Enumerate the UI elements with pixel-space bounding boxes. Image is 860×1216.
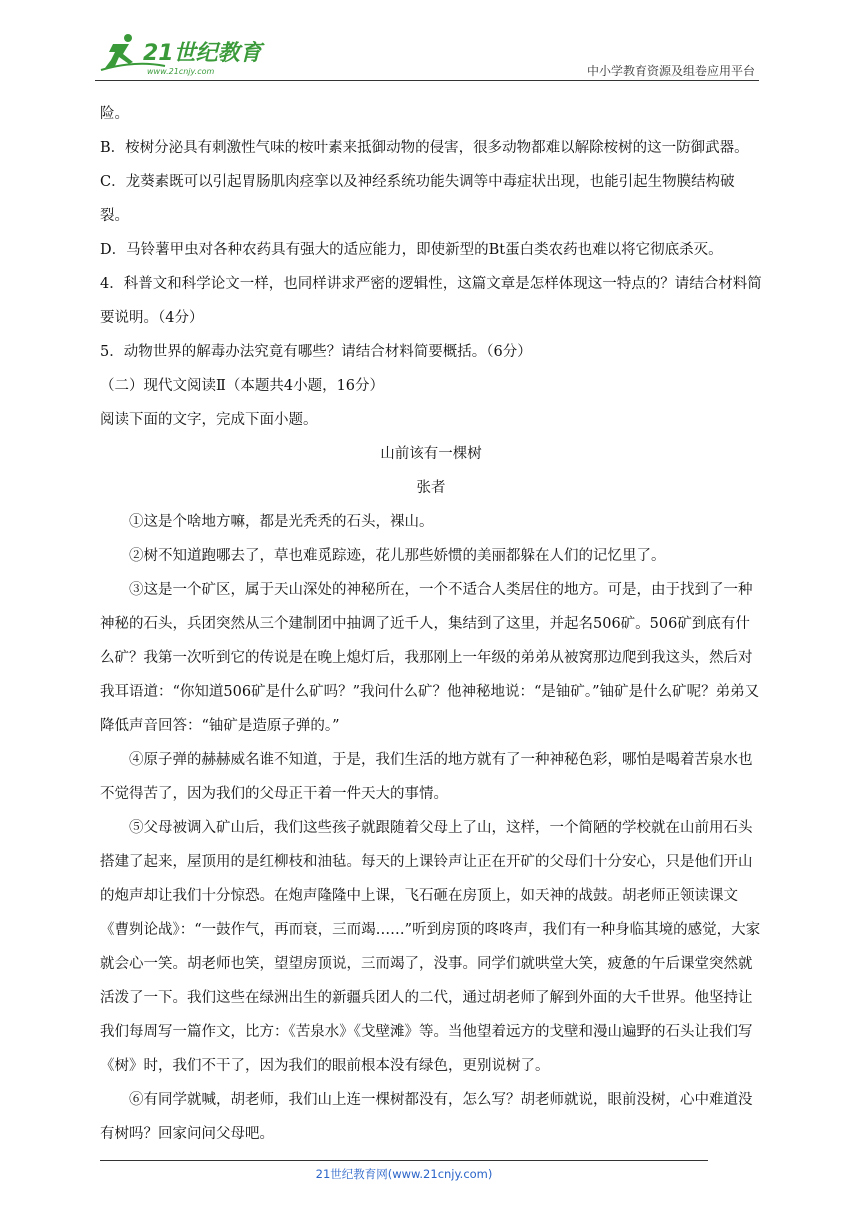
- paragraph-6: ⑥有同学就喊，胡老师，我们山上连一棵树都没有，怎么写？胡老师就说，眼前没树，心中难道没有树吗？回家问问父母吧。: [100, 1092, 753, 1142]
- paragraph-2: ②树不知道跑哪去了，草也难觅踪迹，花儿那些娇惯的美丽都躲在人们的记忆里了。: [129, 548, 666, 564]
- site-logo: [95, 30, 265, 78]
- text-line: 险。: [100, 106, 129, 122]
- paragraph-3: ③这是一个矿区，属于天山深处的神秘所在，一个不适合人类居住的地方。可是，由于找到了一种神秘的石头，兵团突然从三个建制团中抽调了近千人，集结到了这里，并起名506矿。506矿到底有什么矿？我第一次听到它的传说是在晚上熄灯后，我那刚上一年级的弟弟从被窝那边爬到我这头，然后对我耳语道：“你知道506矿是什么矿吗？”我问什么矿？他神秘地说：“是铀矿。”铀矿是什么矿呢？弟弟又降低声音回答：“铀矿是造原子弹的。”: [100, 582, 760, 734]
- header-divider: [95, 80, 759, 81]
- paragraph-1: ①这是个啥地方嘛，都是光秃秃的石头，裸山。: [129, 514, 434, 530]
- question-4: 4．科普文和科学论文一样，也同样讲求严密的逻辑性，这篇文章是怎样体现这一特点的？请结合材料简要说明。（4分）: [100, 276, 762, 326]
- footer-divider: [100, 1160, 708, 1161]
- option-d: D．马铃薯甲虫对各种农药具有强大的适应能力，即使新型的Bt蛋白类农药也难以将它彻底杀灭。: [100, 242, 723, 258]
- question-5: 5．动物世界的解毒办法究竟有哪些？请结合材料简要概括。（6分）: [100, 344, 532, 360]
- paragraph-4: ④原子弹的赫赫威名谁不知道，于是，我们生活的地方就有了一种神秘色彩，哪怕是喝着苦泉水也不觉得苦了，因为我们的父母正干着一件天大的事情。: [100, 752, 753, 802]
- page-header: [95, 30, 760, 80]
- page-footer: 21世纪教育网(www.21cnjy.com): [315, 1167, 493, 1181]
- section-heading: （二）现代文阅读Ⅱ（本题共4小题，16分）: [100, 378, 385, 394]
- reading-instruction: 阅读下面的文字，完成下面小题。: [100, 412, 318, 428]
- option-c: C．龙葵素既可以引起胃肠肌肉痉挛以及神经系统功能失调等中毒症状出现，也能引起生物膜结构破裂。: [100, 174, 735, 224]
- article-title: 山前该有一棵树: [380, 446, 482, 462]
- document-body: [100, 97, 762, 1151]
- header-platform-text: 中小学教育资源及组卷应用平台: [586, 64, 755, 78]
- logo-text: 21世纪教育: [143, 41, 262, 66]
- logo-url-text: www.21cnjy.com: [147, 67, 215, 76]
- article-author: 张者: [416, 480, 446, 496]
- option-b: B．桉树分泌具有刺激性气味的桉叶素来抵御动物的侵害，很多动物都难以解除桉树的这一防御武器。: [100, 140, 749, 156]
- paragraph-5: ⑤父母被调入矿山后，我们这些孩子就跟随着父母上了山，这样，一个简陋的学校就在山前用石头搭建了起来，屋顶用的是红柳枝和油毡。每天的上课铃声让正在开矿的父母们十分安心，只是他们开山的炮声却让我们十分惊恐。在炮声隆隆中上课，飞石砸在房顶上，如天神的战鼓。胡老师正领读课文《曹刿论战》：“一鼓作气，再而衰，三而竭……”听到房顶的咚咚声，我们有一种身临其境的感觉，大家就会心一笑。胡老师也笑，望望房顶说，三而竭了，没事。同学们就哄堂大笑，疲惫的午后课堂突然就活泼了一下。我们这些在绿洲出生的新疆兵团人的二代，通过胡老师了解到外面的大千世界。他坚持让我们每周写一篇作文，比方：《苦泉水》《戈壁滩》等。当他望着远方的戈壁和漫山遍野的石头让我们写《树》时，我们不干了，因为我们的眼前根本没有绿色，更别说树了。: [100, 820, 761, 1074]
